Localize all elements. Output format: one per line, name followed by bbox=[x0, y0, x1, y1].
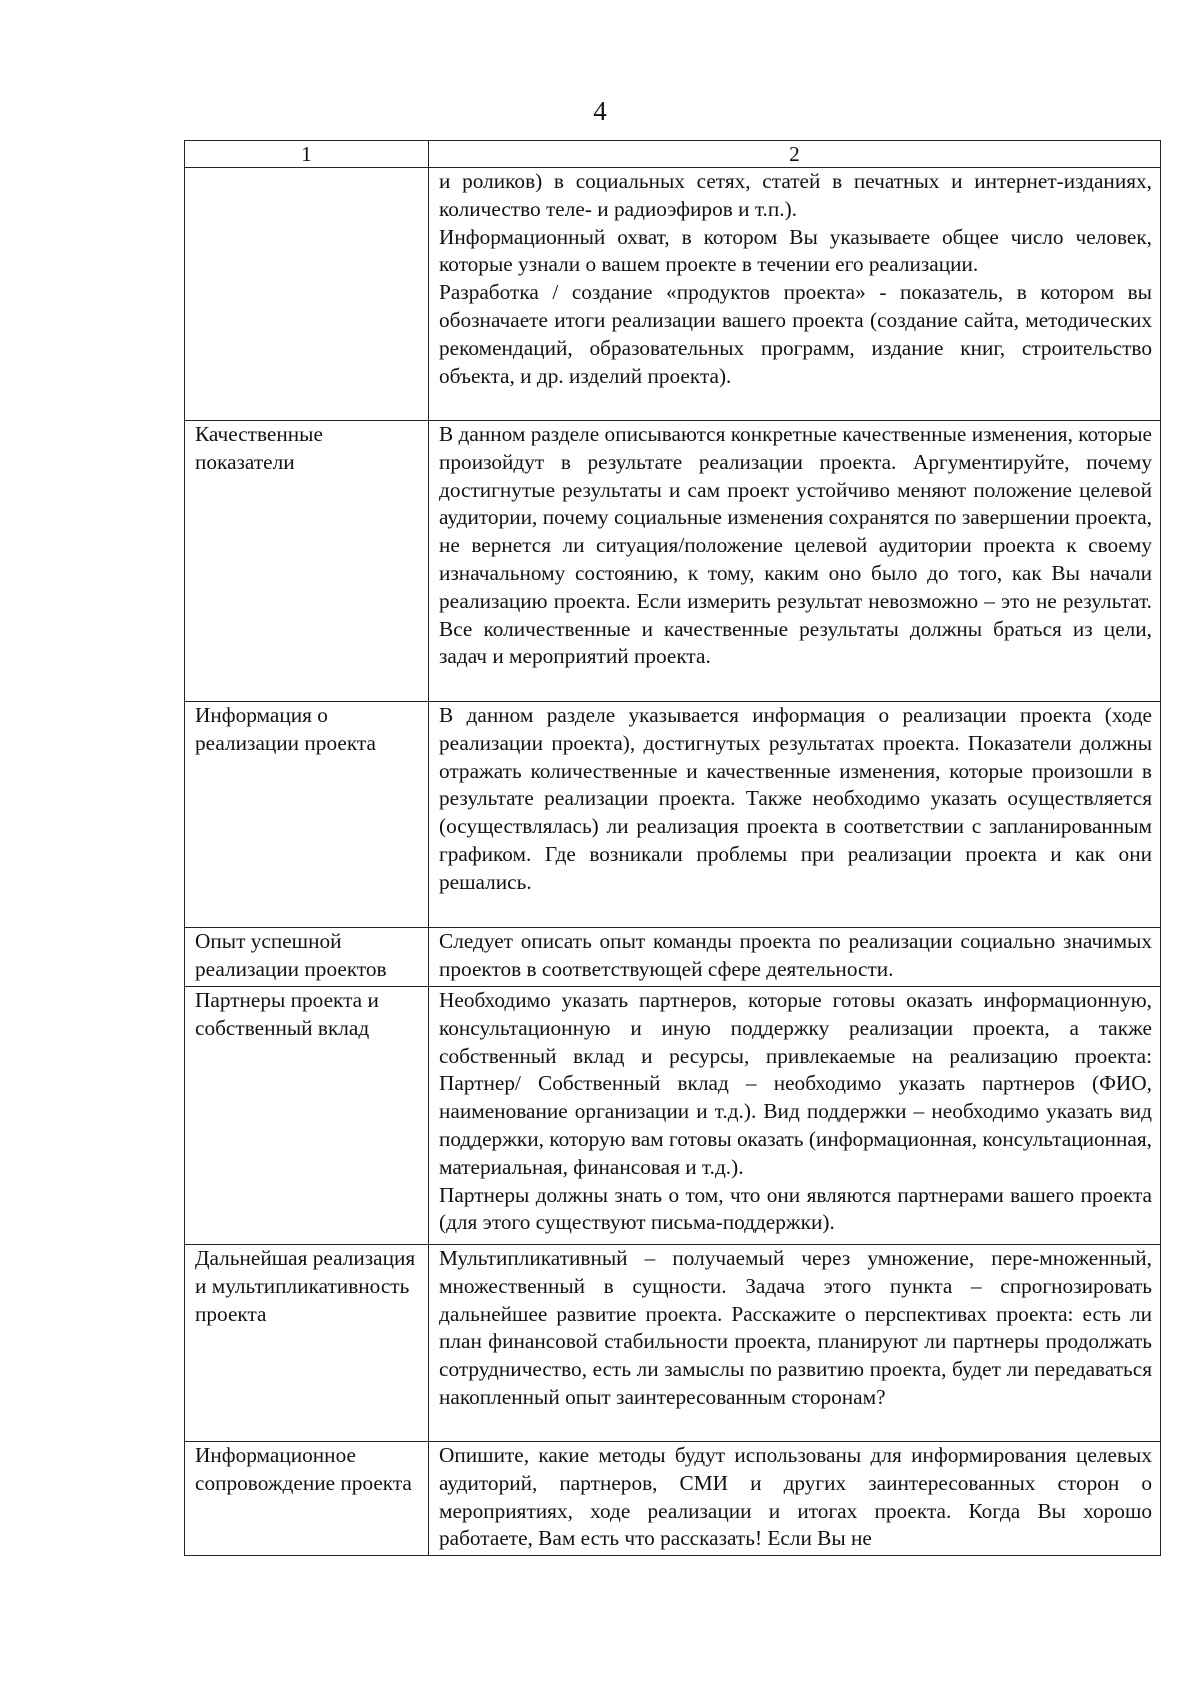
row-description bbox=[429, 1442, 1161, 1556]
row-label: Качественные показатели bbox=[185, 421, 429, 702]
row-label: Опыт успешной реализации проектов bbox=[185, 928, 429, 987]
header-cell-2: 2 bbox=[429, 141, 1161, 168]
paragraph: В данном разделе описываются конкретные качественные изменения, которые произойдут в результате реализации проекта. Аргументируйте, почему достигнутые результаты и сам проект устойчиво меняют положение целевой аудитории, почему социальные изменения сохранятся по завершении проекта, не вернется ли ситуация/положение целевой аудитории проекта к своему изначальному состоянию, к тому, каким оно было до того, как Вы начали реализацию проекта. Если измерить результат невозможно – это не результат. Все количественные и качественные результаты должны браться из цели, задач и мероприятий проекта. bbox=[439, 422, 1152, 669]
row-description bbox=[429, 928, 1161, 987]
paragraph: Опишите, какие методы будут использованы для информирования целевых аудиторий, партнеров, СМИ и других заинтересованных сторон о мероприятиях, ходе реализации и итогах проекта. Когда Вы хорошо работаете, Вам есть что рассказать! Если Вы не bbox=[439, 1443, 1152, 1551]
paragraph: Следует описать опыт команды проекта по реализации социально значимых проектов в соответствующей сфере деятельности. bbox=[439, 929, 1152, 981]
page-number: 4 bbox=[593, 96, 607, 126]
table-header-row bbox=[185, 141, 1161, 168]
row-label: Информационное сопровождение проекта bbox=[185, 1442, 429, 1556]
table-row bbox=[185, 928, 1161, 987]
row-description bbox=[429, 421, 1161, 702]
row-description bbox=[429, 702, 1161, 928]
row-label bbox=[185, 168, 429, 421]
table-row bbox=[185, 987, 1161, 1245]
paragraph: и роликов) в социальных сетях, статей в печатных и интернет-изданиях, количество теле- и радиоэфиров и т.п.). bbox=[439, 169, 1152, 221]
header-cell-1: 1 bbox=[185, 141, 429, 168]
row-label: Партнеры проекта и собственный вклад bbox=[185, 987, 429, 1245]
row-description bbox=[429, 987, 1161, 1245]
document-table bbox=[184, 140, 1161, 1556]
table-row bbox=[185, 421, 1161, 702]
row-description bbox=[429, 168, 1161, 421]
paragraph: В данном разделе указывается информация о реализации проекта (ходе реализации проекта), достигнутых результатах проекта. Показатели должны отражать количественные и качественные изменения, которые произошли в результате реализации проекта. Также необходимо указать осуществляется (осуществлялась) ли реализация проекта в соответствии с запланированным графиком. Где возникали проблемы при реализации проекта и как они решались. bbox=[439, 703, 1152, 894]
table-row bbox=[185, 1245, 1161, 1442]
row-label: Информация о реализации проекта bbox=[185, 702, 429, 928]
row-label: Дальнейшая реализация и мультипликативность проекта bbox=[185, 1245, 429, 1442]
table-row bbox=[185, 168, 1161, 421]
table-row bbox=[185, 1442, 1161, 1556]
paragraph: Необходимо указать партнеров, которые готовы оказать информационную, консультационную и иную поддержку реализации проекта, а также собственный вклад и ресурсы, привлекаемые на реализацию проекта: Партнер/ Собственный вклад – необходимо указать партнеров (ФИО, наименование организации и т.д.). Вид поддержки – необходимо указать вид поддержки, которую вам готовы оказать (информационная, консультационная, материальная, финансовая и т.д.). bbox=[439, 988, 1152, 1179]
paragraph: Информационный охват, в котором Вы указываете общее число человек, которые узнали о вашем проекте в течении его реализации. bbox=[439, 224, 1152, 277]
paragraph: Разработка / создание «продуктов проекта» - показатель, в котором вы обозначаете итоги реализации вашего проекта (создание сайта, методических рекомендаций, образовательных программ, издание книг, строительство объекта, и др. изделий проекта). bbox=[439, 280, 1152, 388]
table-row bbox=[185, 702, 1161, 928]
paragraph: Мультипликативный – получаемый через умножение, пере-множенный, множественный в сущности. Задача этого пункта – спрогнозировать дальнейшее развитие проекта. Расскажите о перспективах проекта: есть ли план финансовой стабильности проекта, планируют ли партнеры продолжать сотрудничество, есть ли замыслы по развитию проекта, будет ли передаваться накопленный опыт заинтересованным сторонам? bbox=[439, 1246, 1152, 1409]
paragraph: Партнеры должны знать о том, что они являются партнерами вашего проекта (для этого существуют письма-поддержки). bbox=[439, 1182, 1152, 1235]
row-description bbox=[429, 1245, 1161, 1442]
